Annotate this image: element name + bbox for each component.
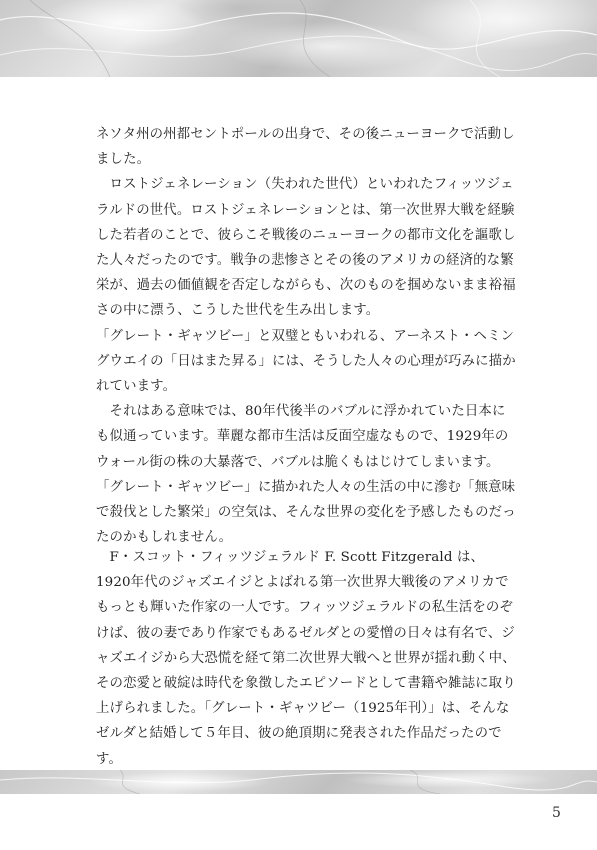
- footer-texture-band: [0, 770, 597, 794]
- marble-veins-bottom: [0, 770, 597, 794]
- paragraph: それはある意味では、80年代後半のバブルに浮かれていた日本にも似通っています。華麗な都市生活は反面空虚なもので、1929年のウォール街の株の大暴落で、バブルは脆くもはじけてしまいます。: [96, 404, 509, 470]
- main-text-block: [96, 122, 516, 550]
- header-texture-band: [0, 0, 597, 77]
- page-number: 5: [552, 805, 561, 821]
- paragraph: ネソタ州の州都セントポールの出身で、その後ニューヨークで活動しました。: [96, 127, 515, 168]
- marble-veins-top: [0, 0, 597, 77]
- paragraph: F・スコット・フィッツジェラルド F. Scott Fitzgerald は、1920年代のジャズエイジとよばれる第一次世界大戦後のアメリカでもっとも輝いた作家の一人です。フィッツジェラルドの私生活をのぞけば、彼の妻であり作家でもあるゼルダとの愛憎の日々は有名で、ジャズエイジから大恐慌を経て第二次世界大戦へと世界が揺れ動く中、その恋愛と破綻は時代を象徴したエピソードとして書籍や雑誌に取り上げられました。「グレート・ギャツビー（1925年刊）」は、そんなゼルダと結婚して５年目、彼の絶頂期に発表された作品だったのです。: [96, 550, 516, 767]
- paragraph: 「グレート・ギャツビー」と双璧ともいわれる、アーネスト・ヘミングウエイの「日はまた昇る」には、そうした人々の心理が巧みに描かれています。: [96, 328, 516, 395]
- paragraph: 「グレート・ギャツビー」に描かれた人々の生活の中に滲む「無意味で殺伐とした繁栄」の空気は、そんな世界の変化を予感したものだったのかもしれません。: [96, 479, 516, 546]
- author-text-block: [96, 545, 516, 772]
- paragraph: ロストジェネレーション（失われた世代）といわれたフィッツジェラルドの世代。ロストジェネレーションとは、第一次世界大戦を経験した若者のことで、彼らこそ戦後のニューヨークの都市文化を謳歌した人々だったのです。戦争の悲惨さとその後のアメリカの経済的な繁栄が、過去の価値観を否定しながらも、次のものを掴めないまま裕福さの中に漂う、こうした世代を生み出します。: [96, 177, 516, 319]
